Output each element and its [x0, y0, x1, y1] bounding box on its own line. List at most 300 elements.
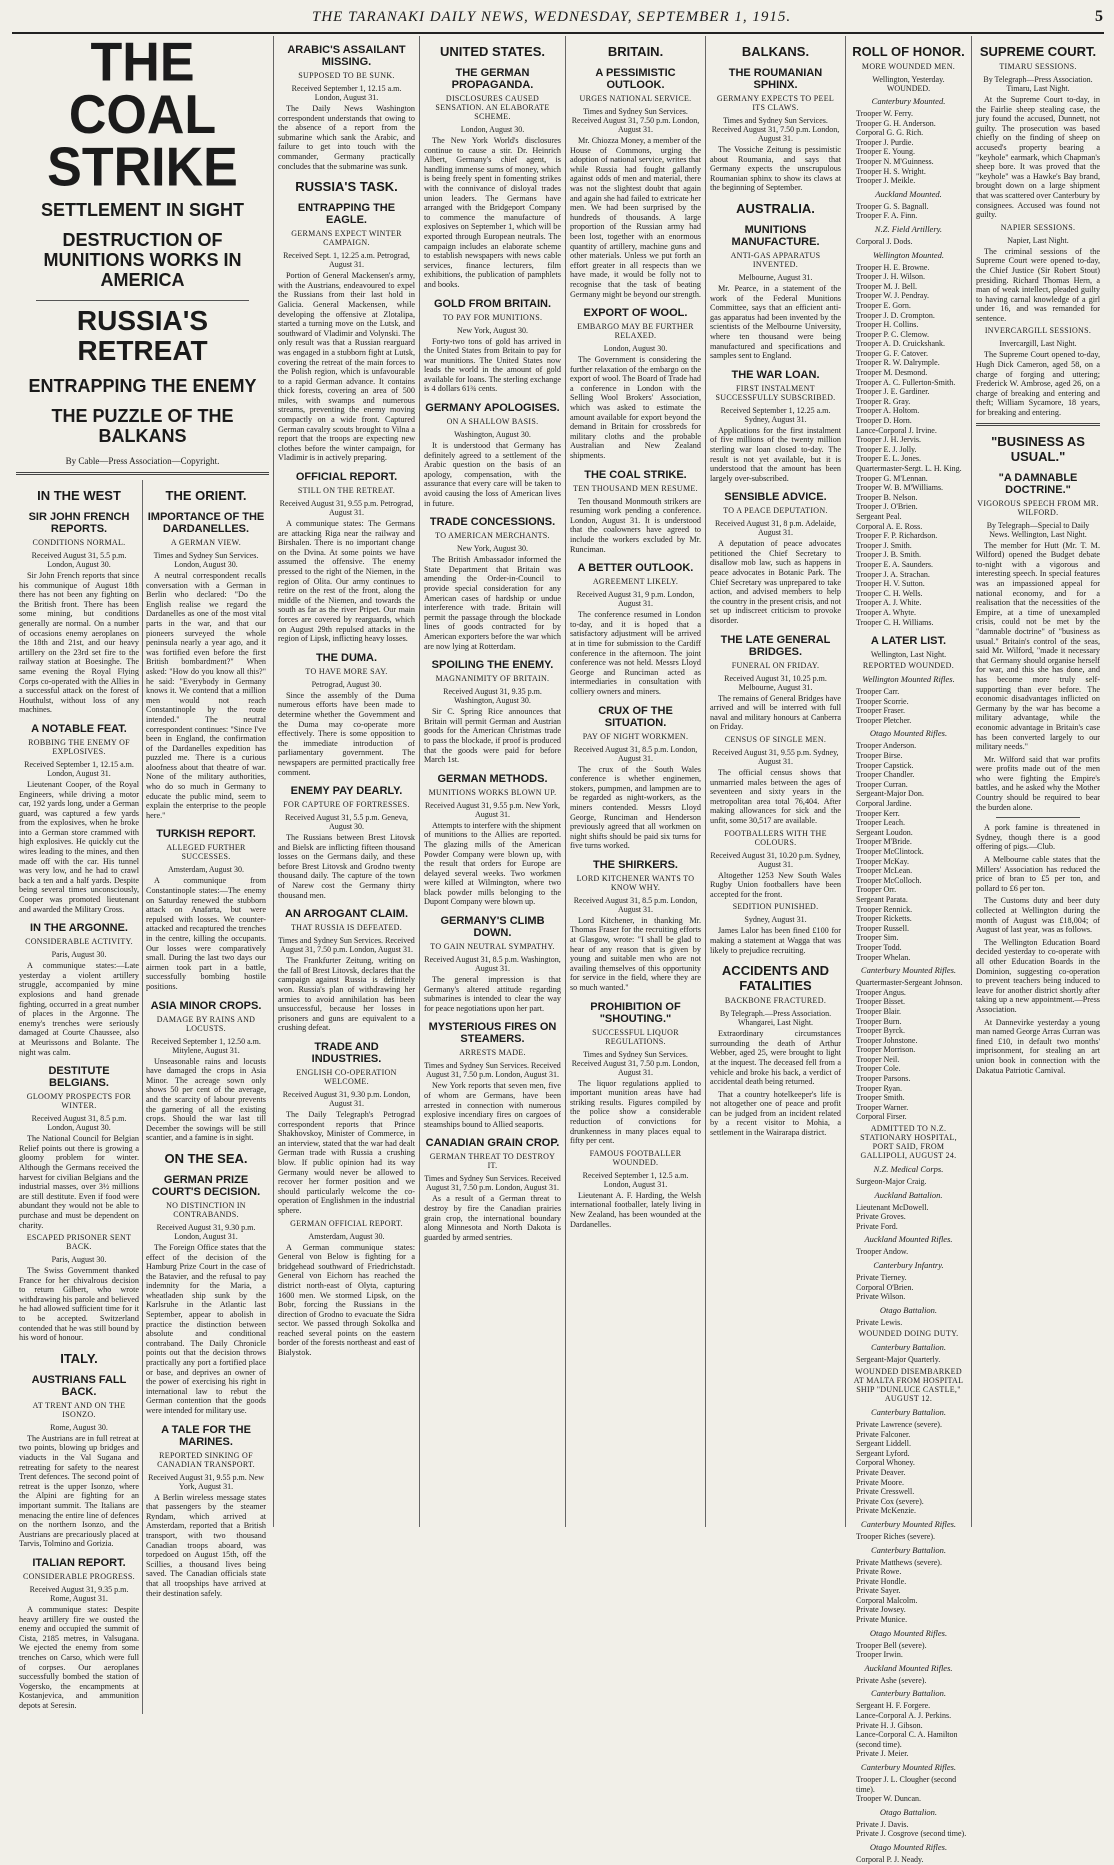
deck: CENSUS OF SINGLE MEN. — [724, 735, 827, 744]
roll-entry: Trooper Burn. — [856, 1016, 902, 1026]
deck: TO A PEACE DEPUTATION. — [723, 506, 828, 516]
roll-entry: Trooper W. Duncan. — [856, 1794, 922, 1804]
roll-entry: Trooper B. Nelson. — [856, 492, 918, 502]
deck: VIGOROUS SPEECH FROM MR. WILFORD. — [977, 498, 1099, 517]
roll-entry: Corporal O'Brien. — [856, 1282, 914, 1292]
article-text: Lord Kitchener, in thanking Mr. Thomas Fraser for the recruiting efforts at Glasgow, wrote: "I shall be glad to hear of any reason that is given by young and suitable men who are not availing themselves of this opportunity for service in the field, where they are so much wanted." — [570, 915, 701, 993]
dateline: New York, August 30. — [456, 544, 529, 554]
dateline: Received September 1, 12.5 a.m. London, August 31. — [582, 1170, 689, 1189]
section-italy: ITALY. — [60, 1350, 98, 1366]
article-text: The member for Hutt (Mr. T. M. Wilford) opened the Budget debate to-night with a vigorous and interesting speech. In special features was an impassioned appeal for national economy, and for a realisation that the necessities of the Empire, at a time of unexampled crisis, could not be met by the "damnable doctrine" of "business as usual." Britain's control of the seas, said Mr. Wilford, "made it necessary that Germany should organise herself for war, and this she has done, and has become more truly self-supporting than ever before. The economic disadvantages inflicted on Germany by the war has become a military advantage, while the economic advantage in Britain's case has been converted largely to our military needs." — [976, 540, 1100, 752]
article-text: Unseasonable rains and locusts have damaged the crops in Asia Minor. The acreage sown only shows 50 per cent of the average, and the scarcity of labour prevents the garnering of all the existing crops. Should the war last till December the sowings will be still scantier, and a famine is in sight. — [146, 1056, 266, 1143]
section-russia: RUSSIA'S TASK. — [295, 179, 398, 195]
heading: OFFICIAL REPORT. — [295, 471, 398, 484]
roll-entry: Private Moore. — [856, 1477, 904, 1487]
column-roll-of-honor — [846, 36, 972, 1864]
deck: DISCLOSURES CAUSED SENSATION. AN ELABORATE SCHEME. — [435, 94, 550, 121]
roll-entry: Sergeant-Major Don. — [856, 789, 924, 799]
roll-entry: Trooper Ricketts. — [856, 914, 912, 924]
dateline: Received August 31, 8.5 p.m. London, August 31. — [573, 744, 698, 763]
roll-entry: Private Lewis. — [856, 1317, 903, 1327]
article-text: Mr. Pearce, in a statement of the work of the Federal Munitions Committee, says that an efficient anti-gas apparatus had been invented by the scientists of the Melbourne University, where ten thousand were being manufactured and specifications and samples sent to England. — [710, 283, 841, 361]
article-text: Mr. Chiozza Money, a member of the House of Commons, urging the adoption of national service, writes that while Russia had fought gallantly against odds of men and material, there was not the slightest doubt that again and again she had failed to extricate her men. We had been surprised by the hundreds of thousands. A large proportion of the Russian army had been lost, together with an enormous quantity of artillery, machine guns and other materials. Unless we put forth an effort greater in all respects than we have made, it would be folly not to recognise that the task of beating Germany might be beyond our strength. — [570, 136, 701, 299]
roll-entry: Lieutenant McDowell. — [856, 1202, 929, 1212]
deck: BACKBONE FRACTURED. — [724, 996, 827, 1006]
dateline: Received August 31, 5.5 p.m. London, August 30. — [31, 551, 127, 569]
roll-entry: Trooper Chandler. — [856, 770, 915, 780]
dateline: Wellington, Yesterday. WOUNDED. — [872, 75, 945, 93]
roll-entry: Trooper Russell. — [856, 923, 910, 933]
roll-entry: Trooper Todd. — [856, 942, 902, 952]
roll-entry: Trooper M. J. Bell. — [856, 281, 918, 291]
roll-entry: Trooper Irwin. — [856, 1650, 903, 1660]
dateline: Received August 31, 8 p.m. Adelaide, August 31. — [714, 519, 837, 538]
article-text: Extraordinary circumstances surrounding the death of Arthur Webber, aged 25, were brought to light at the inquest. The deceased fell from a vehicle and broke his back, a verdict of accidental death being returned. — [710, 1029, 841, 1087]
article-text: Mr. Wilford said that war profits were profits made out of the men who were fighting the Empire's battles, and he asked why the Mother Country should be required to bear the burden alone. — [976, 754, 1100, 812]
article-text: The Customs duty and beer duty collected at Wellington during the month of August was £18,004; of August of last year, was as follows. — [976, 896, 1100, 935]
roll-entry: Trooper P. C. Clemow. — [856, 329, 929, 339]
deck: CONSIDERABLE ACTIVITY. — [25, 937, 133, 947]
roll-entry: Trooper Kerr. — [856, 808, 900, 818]
deck: CONDITIONS NORMAL. — [32, 538, 126, 547]
article-text: Sir C. Spring Rice announces that Britain will permit German and Austrian goods for the American Christmas trade to pass the blockade, if proof is produced that the goods were paid for before March 1st. — [424, 707, 561, 765]
dateline: Amsterdam, August 30. — [308, 1231, 385, 1241]
deck: AGREEMENT LIKELY. — [592, 577, 679, 587]
dateline: Washington, August 30. — [454, 430, 531, 440]
heading: SPOILING THE ENEMY. — [431, 659, 554, 672]
heading: A BETTER OUTLOOK. — [577, 562, 694, 575]
unit-heading: Auckland Battalion. — [874, 1189, 943, 1200]
deck: A GERMAN VIEW. — [170, 538, 242, 547]
section-roll-of-honor: ROLL OF HONOR. — [852, 44, 965, 59]
roll-entry: Trooper McLean. — [856, 866, 913, 876]
roll-entry: Sergeant Lyford. — [856, 1448, 910, 1458]
deck: AT TRENT AND ON THE ISONZO. — [32, 1400, 126, 1419]
deck: SUPPOSED TO BE SUNK. — [298, 71, 395, 80]
article-text: A communique from Constantinople states:—The enemy on Saturday renewed the stubborn attack on Anafarta, but were repulsed with losses. We counter-attacked and recaptured the trenches in the centre, killing the occupants. Our losses were comparatively small. During the last two days our airmen took part in a battle, successfully bombing hostile positions. — [146, 876, 266, 991]
dateline: Times and Sydney Sun Services. Received August 31, 7.50 p.m. London, August 31. — [571, 107, 700, 134]
dateline: Received August 31, 9.55 p.m. Sydney, August 31. — [712, 748, 839, 766]
page-number: 5 — [1095, 8, 1104, 25]
roll-entry: Trooper J. O'Brien. — [856, 502, 918, 512]
heading: ITALIAN REPORT. — [32, 1556, 126, 1569]
heading: ENEMY PAY DEARLY. — [290, 785, 403, 798]
roll-entry: Sergeant Loudon. — [856, 827, 913, 837]
roll-entry: Trooper Leach. — [856, 818, 906, 828]
roll-entry: Trooper Birse. — [856, 751, 903, 761]
dateline: London, August 30. — [460, 125, 525, 134]
headline-settlement: SETTLEMENT IN SIGHT — [40, 200, 244, 220]
unit-heading: Canterbury Infantry. — [873, 1260, 944, 1270]
article-text: The remains of General Bridges have arrived and will be interred with full naval and military honours at Canberra on Friday. — [710, 693, 841, 732]
heading: TRADE AND INDUSTRIES. — [311, 1041, 382, 1065]
roll-entry: Trooper R. W. Dalrymple. — [856, 358, 940, 368]
deck: WOUNDED DOING DUTY. — [858, 1329, 959, 1339]
roll-entry: Trooper Whelan. — [856, 952, 911, 962]
deck: NAPIER SESSIONS. — [1000, 222, 1076, 232]
article-text: Forty-two tons of gold has arrived in the United States from Britain to pay for war munitions. The United States now leads the world in the amount of gold available for loans. The sterling exchange is 4 dollars 61¾ cents. — [424, 336, 561, 394]
dateline: Received Sept. 1, 12.25 a.m. Petrograd, August 31. — [283, 251, 410, 270]
section-australia: AUSTRALIA. — [736, 200, 815, 216]
deck: ROBBING THE ENEMY OF EXPLOSIVES. — [28, 737, 130, 756]
roll-entry: Trooper E. L. Jones. — [856, 454, 922, 464]
roll-entry: Corporal A. E. Ross. — [856, 521, 923, 531]
dateline: Sydney, August 31. — [744, 915, 807, 925]
heading: CRUX OF THE SITUATION. — [598, 704, 673, 729]
heading: ARABIC'S ASSAILANT MISSING. — [287, 44, 406, 68]
roll-entry: Trooper Pletcher. — [856, 715, 912, 725]
dateline: Paris, August 30. — [51, 1255, 107, 1265]
roll-entry: Trooper J. Meikle. — [856, 176, 916, 186]
column-balkans-australia — [706, 36, 846, 1527]
dateline: Received August 31, 9.30 p.m. London, August 31. — [282, 1090, 411, 1108]
roll-entry: Trooper McKay. — [856, 856, 909, 866]
deck: GERMAN OFFICIAL REPORT. — [290, 1218, 403, 1228]
roll-entry: Trooper Riches (severe). — [856, 1531, 936, 1541]
roll-entry: Private Sayer. — [856, 1586, 901, 1596]
unit-heading: N.Z. Field Artillery. — [874, 223, 943, 234]
roll-entry: Private Matthews (severe). — [856, 1557, 942, 1567]
article-text: A Berlin wireless message states that passengers by the steamer Ryndam, which arrived at Amsterdam, reported that a British transport, with two thousand Canadian troops aboard, was torpedoed on August 15th, off the Scillies, a thousand lives being saved. The Canadian officials state that all troopships have arrived at their destination safely. — [146, 1492, 266, 1598]
roll-entry: Trooper Warner. — [856, 1102, 909, 1112]
roll-entry: Private H. J. Gibson. — [856, 1720, 923, 1730]
deck: SUCCESSFUL LIQUOR REGULATIONS. — [592, 1027, 679, 1046]
roll-entry: Private Jowsey. — [856, 1605, 906, 1615]
unit-heading: N.Z. Medical Corps. — [873, 1164, 944, 1175]
heading: "A DAMNABLE DOCTRINE." — [998, 471, 1078, 496]
deck: EMBARGO MAY BE FURTHER RELAXED. — [577, 322, 694, 341]
heading: AN ARROGANT CLAIM. — [284, 908, 409, 921]
deck: GLOOMY PROSPECTS FOR WINTER. — [26, 1092, 132, 1111]
heading: AUSTRIANS FALL BACK. — [31, 1373, 127, 1398]
dateline: Received August 31, 9.55 p.m. Petrograd, August 31. — [279, 499, 414, 518]
roll-entry: Private J. Meier. — [856, 1749, 909, 1759]
heading: A TALE FOR THE MARINES. — [161, 1423, 251, 1448]
unit-heading: Auckland Mounted Rifles. — [864, 1234, 953, 1245]
roll-entry: Trooper Rennick. — [856, 904, 913, 914]
article-text: Lieutenant Cooper, of the Royal Engineers, while driving a motor car, 192 yards long, under a German guard, was captured a few yards from the explosives, when he broke into a German store crammed with high explosives. He quickly cut the wires leading to the mines, and then made off with the car. His tunnel was very low, and he had to crawl back a ten and a half yards. Despite being several times unconsciously, Cooper was promoted lieutenant and awarded the Military Cross. — [19, 779, 139, 914]
deck: REPORTED WOUNDED. — [862, 661, 955, 671]
deck: FUNERAL ON FRIDAY. — [731, 660, 820, 670]
deck: ANTI-GAS APPARATUS INVENTED. — [730, 250, 821, 269]
roll-entry: Trooper H. V. Sutton. — [856, 579, 925, 589]
dateline: By Telegraph—Special to Daily News. Wellington, Last Night. — [986, 520, 1090, 539]
heading: THE LATE GENERAL BRIDGES. — [720, 633, 831, 658]
dateline: Received August 31, 9 p.m. London, August 31. — [576, 590, 695, 609]
article-text: James Lalor has been fined £100 for making a statement at Wagga that was likely to prejudice recruiting. — [710, 926, 841, 955]
roll-entry: Trooper Capstick. — [856, 760, 914, 770]
article-text: The New York World's disclosures continue to cause a stir. Dr. Heinrich Albert, Germany's chief agent, is handling immense sums of money, which is being freely spent in fomenting strikes with the connivance of disloyal trades union leaders. The Germans have arranged with the Bridgeport Company to commence the manufacture of explosives on September 1, which will be exported through European neutrals. The campaign includes an elaborate scheme to establish newspapers with news cable services, finance lecturers, film exhibitions, the publication of pamphlets and books. — [424, 136, 561, 289]
roll-entry: Private Wilson. — [856, 1292, 906, 1302]
roll-entry: Corporal P. J. Neady. — [856, 1854, 924, 1864]
deck: FOR CAPTURE OF FORTRESSES. — [283, 800, 410, 810]
roll-entry: Surgeon-Major Craig. — [856, 1177, 927, 1187]
dateline: Amsterdam, August 30. — [168, 865, 244, 875]
roll-entry: Trooper W. B. M'Williams. — [856, 483, 944, 493]
roll-entry: Trooper Ryan. — [856, 1083, 903, 1093]
heading: GERMANY APOLOGISES. — [425, 402, 560, 415]
column-united-states — [420, 36, 566, 1527]
roll-entry: Trooper C. H. Williams. — [856, 617, 934, 627]
roll-entry: Trooper D. Horn. — [856, 416, 912, 426]
roll-entry: Private Tierney. — [856, 1273, 907, 1282]
article-text: The Wellington Education Board decided yesterday to co-operate with all other Education Boards in the Dominion, suggesting co-operation to prevent teachers being induced to leave for another district shortly after taking up a new appointment.—Press Association. — [976, 937, 1100, 1014]
deck: GERMANY EXPECTS TO PEEL ITS CLAWS. — [716, 94, 835, 112]
article-text: Lieutenant A. F. Harding, the Welsh international footballer, lately living in New Zealand, has been wounded at the Dardanelles. — [570, 1190, 701, 1229]
roll-entry: Corporal Whoney. — [856, 1458, 915, 1468]
deck: NO DISTINCTION IN CONTRABANDS. — [166, 1200, 246, 1219]
roll-entry: Trooper J. E. Gardiner. — [856, 387, 930, 397]
heading: A NOTABLE FEAT. — [31, 722, 127, 735]
roll-entry: Trooper Byrck. — [856, 1026, 906, 1036]
heading: THE WAR LOAN. — [731, 368, 820, 381]
headline-balkans: THE PUZZLE OF THE BALKANS — [51, 406, 234, 446]
dateline: Received September 1, 12.15 a.m. London, August 31. — [24, 759, 134, 778]
roll-entry: Trooper E. Young. — [856, 147, 916, 157]
unit-heading: Auckland Mounted. — [875, 188, 942, 199]
roll-entry: Trooper Scorrie. — [856, 696, 909, 706]
dateline: Melbourne, August 31. — [738, 272, 813, 282]
roll-entry: Trooper A. D. Cruickshank. — [856, 339, 946, 349]
roll-entry: Trooper E. J. Jolly. — [856, 444, 917, 454]
roll-entry: Trooper Orr. — [856, 885, 897, 895]
roll-entry: Corporal Jardine. — [856, 799, 912, 809]
heading: CANADIAN GRAIN CROP. — [425, 1137, 560, 1150]
deck: WOUNDED DISEMBARKED AT MALTA FROM HOSPITAL SHIP "DUNLUCE CASTLE," AUGUST 12. — [853, 1366, 964, 1403]
dateline: Times and Sydney Sun Services. Received August 31, 7.50 p.m. London, August 31. — [424, 1174, 561, 1193]
roll-entry: Trooper J. Purdie. — [856, 137, 914, 147]
unit-heading: Wellington Mounted Rifles. — [862, 674, 955, 685]
heading: THE DUMA. — [315, 651, 378, 664]
deck: PAY OF NIGHT WORKMEN. — [582, 731, 689, 741]
roll-entry: Trooper J. D. Crompton. — [856, 310, 935, 320]
roll-entry: Trooper J. L. Clougher (second time). — [856, 1775, 957, 1794]
deck: ARRESTS MADE. — [459, 1048, 526, 1058]
roll-entry: Trooper H. Collins. — [856, 320, 919, 330]
heading: SIR JOHN FRENCH REPORTS. — [28, 511, 130, 535]
heading: THE GERMAN PROPAGANDA. — [451, 67, 534, 91]
article-text: Since the assembly of the Duma numerous efforts have been made to determine whether the Government and the Duma may co-operate more effectively. There is some opposition to the immediate introduction of parliamentary government. The newspapers are permitted practically free comment. — [278, 690, 415, 777]
article-text: That a country hotelkeeper's life is not altogether one of peace and profit can be judged from an incident related by a recent visitor to Mohia, a settlement in the Wairarapa district. — [710, 1089, 841, 1138]
dateline: Received August 31, 9.55 p.m. New York, August 31. — [424, 800, 561, 819]
dateline: Times and Sydney Sun Services. Received August 31, 7.50 p.m. London, August 31. — [278, 936, 415, 955]
section-united-states: UNITED STATES. — [440, 44, 545, 59]
roll-entry: Trooper Parsons. — [856, 1074, 911, 1084]
dateline: Received August 31, 8.5 p.m. Washington, August 31. — [424, 955, 561, 974]
article-text: The Daily News Washington correspondent understands that owing to the absence of a report from the submarine which sank the Arabic, and failure to get into touch with the commander, Germany practically concludes that the submarine was sunk. — [278, 104, 415, 171]
heading: ENTRAPPING THE EAGLE. — [297, 202, 396, 227]
dateline: Received August 31, 8.5 p.m. London, August 31. — [573, 895, 698, 914]
deck: MORE WOUNDED MEN. — [861, 62, 956, 71]
unit-heading: Otago Mounted Rifles. — [869, 1841, 948, 1852]
roll-entry: Lance-Corporal J. Irvine. — [856, 425, 937, 435]
article-text: Sir John French reports that since his communique of August 18th there has not been any fighting on the British front. There has been some mining, but conditions generally are normal. On a number of occasions enemy aeroplanes on the 18th and 21st, and our heavy artillery on the 23rd set fire to the railway station at Boesinghe. The same evening the Royal Flying Corps co-operated with the Allies in a successful attack on the forest of Houthulst, without loss of any machines. — [19, 571, 139, 715]
dateline: Times and Sydney Sun Services. Received August 31, 7.50 p.m. London, August 31. — [711, 116, 840, 143]
article-text: The Daily Telegraph's Petrograd correspondent reports that Prince Shakhovskoy, Minister of Commerce, in an interview, stated that the war had dealt German trade with Russia a crushing blow. If public opinion had its way Germany would never be allowed to recover her former position and we should particularly welcome the co-operation of Englishmen in the industrial sphere. — [278, 1110, 415, 1215]
roll-entry: Trooper M'Bride. — [856, 837, 912, 847]
roll-entry: Lance-Corporal C. A. Hamilton (second time). — [856, 1730, 958, 1749]
roll-entry: Trooper W. Ferry. — [856, 109, 913, 118]
article-text: New York reports that seven men, five of whom are Germans, have been arrested in connection with numerous explosive incendiary fires on cargoes of steamships bound to Allied seaports. — [424, 1081, 561, 1129]
roll-entry: Trooper Carr. — [856, 687, 900, 697]
unit-heading: Otago Mounted Rifles. — [869, 1627, 948, 1638]
roll-entry: Trooper G. F. Catover. — [856, 348, 928, 358]
heading: MYSTERIOUS FIRES ON STEAMERS. — [428, 1021, 557, 1046]
roll-entry: Trooper J. B. Smith. — [856, 550, 922, 560]
dateline: Rome, August 30. — [50, 1422, 108, 1432]
dateline: Received August 31, 10.20 p.m. Sydney, August 31. — [710, 850, 841, 869]
deck: TO GAIN NEUTRAL SYMPATHY. — [430, 942, 555, 952]
heading-business-as-usual: "BUSINESS AS USUAL." — [991, 433, 1085, 464]
roll-entry: Trooper Smith. — [856, 1093, 905, 1103]
unit-heading: Auckland Mounted Rifles. — [864, 1662, 953, 1673]
article-text: The Vossiche Zeitung is pessimistic about Roumania, and says that Germany expects the unscrupulous Roumanian sphinx to show its claws at the beginning of September. — [710, 145, 841, 193]
roll-entry: Private Ashe (severe). — [856, 1675, 927, 1685]
article-text: A neutral correspondent recalls conversation with a German in Berlin who declared: "Do the English realise we regard the Dardanelles as one of the most vital parts in the war, and that our pioneers surveyed the whole peninsula nearly a year ago, and it was fortified even before the first British bombardment?" When asked: "How do you know all this?" he said: "Everybody in Germany knows it. We contend that a million men would not reach Constantinople by the route intended." The neutral correspondent continues: "Since I've been in England, the confirmation of the Dardanelles expedition has puzzled me. There is a curious aloofness about that theatre of war. None of the military authorities, who do so much in Germany to educate the public mind, seem to explain the enterprise to the people here." — [146, 571, 266, 820]
roll-entry: Corporal Malcolm. — [856, 1595, 918, 1605]
article-text: At Dannevirke yesterday a young man named George Arras Curran was fined £10, in default two months' imprisonment, for stealing an art union book in connection with the Dakatua Patriotic Carnival. — [976, 1017, 1100, 1075]
deck: STILL ON THE RETREAT. — [297, 486, 396, 496]
article-text: A pork famine is threatened in Sydney, though there is a good offering of pigs.—Club. — [976, 823, 1100, 852]
heading: IMPORTANCE OF THE DARDANELLES. — [147, 511, 265, 535]
roll-entry: Private Cox (severe). — [856, 1496, 924, 1506]
roll-entry: Private Deaver. — [856, 1467, 906, 1477]
unit-heading: Canterbury Battalion. — [870, 1342, 947, 1353]
article-text: Attempts to interfere with the shipment of munitions to the Allies are reported. The glazing mills of the American Powder Company were blown up, with the result that orders for Europe are delayed several weeks. Two workmen were killed at Wilmington, where two black powder mills belonging to the Dupont Company were blown up. — [424, 820, 561, 907]
unit-heading: Canterbury Mounted Rifles. — [860, 1518, 957, 1529]
unit-heading: Canterbury Battalion. — [870, 1544, 947, 1555]
roll-entry: Trooper N. M'Guinness. — [856, 156, 934, 166]
roll-entry: Trooper McClintock. — [856, 847, 924, 856]
roll-entry: Corporal Firser. — [856, 1112, 907, 1122]
column-britain — [566, 36, 706, 1527]
dateline: Received August 31, 9.30 p.m. London, August 31. — [156, 1222, 256, 1241]
roll-list — [850, 96, 967, 1865]
deck: LORD KITCHENER WANTS TO KNOW WHY. — [576, 873, 695, 892]
deck: GERMANS EXPECT WINTER CAMPAIGN. — [291, 229, 402, 248]
dateline: Received August 31, 8.5 p.m. London, August 30. — [31, 1114, 127, 1133]
dateline: Received August 31, 5.5 p.m. Geneva, August 30. — [284, 813, 409, 832]
dateline: Received September 1, 12.15 a.m. London, August 31. — [291, 84, 402, 102]
roll-entry: Sergeant H. F. Forgere. — [856, 1701, 931, 1711]
dateline: By Telegraph—Press Association. Timaru, Last Night. — [983, 75, 1093, 93]
heading: DESTITUTE BELGIANS. — [48, 1065, 110, 1090]
roll-entry: Trooper Cole. — [856, 1064, 901, 1074]
unit-heading: Canterbury Mounted Rifles. — [860, 1762, 957, 1772]
headline-munitions: DESTRUCTION OF MUNITIONS WORKS IN AMERICA — [43, 230, 242, 290]
roll-entry: Trooper W. J. Pendray. — [856, 291, 929, 301]
unit-heading: Otago Mounted Rifles. — [869, 728, 948, 739]
dateline: Received August 31, 10.25 p.m. Melbourne, August 31. — [724, 673, 827, 692]
dateline: New York, August 30. — [456, 325, 529, 335]
roll-entry: Private Groves. — [856, 1212, 906, 1222]
deck: GERMAN THREAT TO DESTROY IT. — [429, 1152, 556, 1171]
roll-entry: Trooper Anderson. — [856, 741, 917, 751]
deck: MAGNANIMITY OF BRITAIN. — [435, 674, 550, 684]
roll-entry: Trooper R. Gray. — [856, 396, 911, 406]
masthead-title: THE TARANAKI DAILY NEWS, WEDNESDAY, SEPTEMBER 1, 1915. — [312, 9, 792, 25]
heading: SENSIBLE ADVICE. — [724, 491, 827, 504]
roll-entry: Trooper McColloch. — [856, 875, 922, 885]
roll-entry: Trooper Sim. — [856, 933, 899, 943]
roll-entry: Sergeant-Major Quarterly. — [856, 1355, 941, 1365]
unit-heading: Canterbury Battalion. — [870, 1688, 947, 1699]
heading: ASIA MINOR CROPS. — [150, 999, 262, 1012]
roll-entry: Trooper Neil. — [856, 1054, 900, 1064]
article-text: The Supreme Court opened to-day, Hugh Dick Cameron, aged 58, on a charge of forging and uttering; Frederick W. Ambrose, aged 26, on a charge of breaking and entering and theft; William Sycamore, 18 years, for breaking and entering. — [976, 350, 1100, 418]
sub-column-west — [16, 480, 143, 1714]
roll-entry: Private Rowe. — [856, 1567, 902, 1577]
roll-entry: Trooper J. H. Jervis. — [856, 435, 922, 445]
deck: ON A SHALLOW BASIS. — [446, 417, 539, 427]
roll-entry: Quartermaster-Sergeant Johnson. — [856, 978, 963, 988]
sub-column-orient — [143, 480, 269, 1714]
heading: GOLD FROM BRITAIN. — [433, 297, 552, 310]
section-balkans: BALKANS. — [741, 44, 810, 59]
roll-entry: Quartermaster-Sergt. L. H. King. — [856, 464, 962, 473]
dateline: Petrograd, August 30. — [311, 679, 382, 689]
unit-heading: Otago Battalion. — [879, 1304, 938, 1315]
roll-entry: Trooper Johnstone. — [856, 1035, 918, 1045]
roll-entry: Trooper F. A. Finn. — [856, 211, 918, 221]
deck: FIRST INSTALMENT SUCCESSFULLY SUBSCRIBED. — [715, 383, 836, 402]
article-text: A communique states: Despite heavy artillery fire we ousted the enemy and occupied the summit of Cista, 2185 metres, in Valsugana. We ejected the enemy from some trenches on Carso, which were full of corpses. Our aeroplanes successfully bombed the station of Vogersko, the encampments at Kostanjevica, and ammunition depots at Seresin. — [19, 1604, 139, 1710]
roll-entry: Trooper E. Gorn. — [856, 300, 911, 310]
article-text: A Melbourne cable states that the Millers' Association has reduced the price of bran to £5 per ton, and pollard to £6 per ton. — [976, 855, 1100, 893]
unit-heading: Canterbury Mounted. — [871, 96, 946, 106]
roll-entry: Trooper Bell (severe). — [856, 1640, 927, 1650]
column-supreme-court — [972, 36, 1104, 1527]
roll-entry: Private Munice. — [856, 1615, 908, 1625]
roll-entry: Trooper J. Smith. — [856, 540, 912, 550]
roll-entry: Private J. Cosgrove (second time). — [856, 1829, 967, 1839]
deck: ESCAPED PRISONER SENT BACK. — [26, 1233, 132, 1252]
roll-entry: Private Falconer. — [856, 1429, 911, 1439]
heading: EXPORT OF WOOL. — [583, 307, 688, 320]
article-text: The Frankfurter Zeitung, writing on the fall of Brest Litovsk, declares that the campaign against Russia is definitely won. Russia's plan of withdrawing her armies to avoid annihilation has been unsuccessful, because her losses in prisoners and guns are equivalent to a crushing defeat. — [278, 956, 415, 1033]
article-text: A German communique states: General von Below is fighting for a bridgehead southward of Friedrichstadt. General von Eichorn has reached the district north-east of Olyta, capturing 1600 men. We stormed Lipsk, on the Bobr, forcing the Russians in the direction of Grodno to evacuate the Sidra sector. We passed through Sokolka and reached several points on the eastern border of the forests northeast and east of Bialystok. — [278, 1242, 415, 1358]
dateline: By Telegraph.—Press Association. Whangarei, Last Night. — [719, 1009, 832, 1028]
roll-entry: Sergeant Liddell. — [856, 1439, 911, 1449]
roll-entry: Trooper J. H. Wilson. — [856, 272, 926, 282]
heading: TRADE CONCESSIONS. — [429, 516, 556, 529]
deck: ENGLISH CO-OPERATION WELCOME. — [296, 1068, 397, 1086]
byline: By Cable—Press Association—Copyright. — [65, 456, 220, 466]
dateline: Times and Sydney Sun Services. London, August 30. — [153, 551, 259, 569]
deck: FOOTBALLERS WITH THE COLOURS. — [724, 828, 827, 847]
dateline: Wellington, Last Night. — [870, 650, 947, 660]
article-text: It is understood that Germany has definitely agreed to a settlement of the Arabic question on the basis of an apology, compensation, with the assurance that every care will be taken to avoid causing the loss of American lives in future. — [424, 441, 561, 508]
roll-entry: Trooper A. C. Fullerton-Smith. — [856, 377, 956, 387]
heading: IN THE ARGONNE. — [30, 922, 128, 935]
article-text: The general impression is that Germany's altered attitude regarding submarines is intended to clear the way for peace negotiations upon her part. — [424, 975, 561, 1013]
article-text: The Swiss Government thanked France for her chivalrous decision to return Gilbert, who wrote withdrawing his parole and believed he had allowed sufficient time for it to be accepted. Switzerland contended that he was still bound by his word of honour. — [19, 1266, 139, 1343]
article-text: Applications for the first instalment of five millions of the twenty million sterling war loan closed to-day. The result is not yet available, but it is understood that the amount has been largely over-subscribed. — [710, 425, 841, 483]
heading: THE ROUMANIAN SPHINX. — [728, 67, 823, 91]
roll-entry: Private Ford. — [856, 1221, 898, 1231]
roll-entry: Lance-Corporal A. J. Perkins. — [856, 1711, 952, 1721]
roll-entry: Trooper A. Holtom. — [856, 406, 920, 416]
roll-entry: Private J. Davis. — [856, 1819, 909, 1829]
heading: GERMAN PRIZE COURT'S DECISION. — [151, 1173, 261, 1198]
roll-entry: Private Cresswell. — [856, 1487, 915, 1497]
roll-entry: Trooper H. S. Wright. — [856, 166, 926, 176]
unit-heading: Canterbury Battalion. — [870, 1406, 947, 1417]
article-text: A communique states: The Germans are attacking Riga near the railway and Birshalen. There is no important change on the Dvina. At some points we have assumed the offensive. The enemy pressed to the right of the Niemen, in the region of Olita. Our army continues to retire on the rest of the front, along the middle of the Niemen, and towards the south as far as the river Pripet. Our main forces are covered by rearguards, which on August 29th repulsed attacks in the region of Lipsk, inflicting heavy losses. — [278, 519, 415, 644]
roll-entry: Corporal G. G. Rich. — [856, 128, 924, 138]
deck: TEN THOUSAND MEN RESUME. — [573, 483, 698, 493]
masthead — [12, 8, 1104, 34]
